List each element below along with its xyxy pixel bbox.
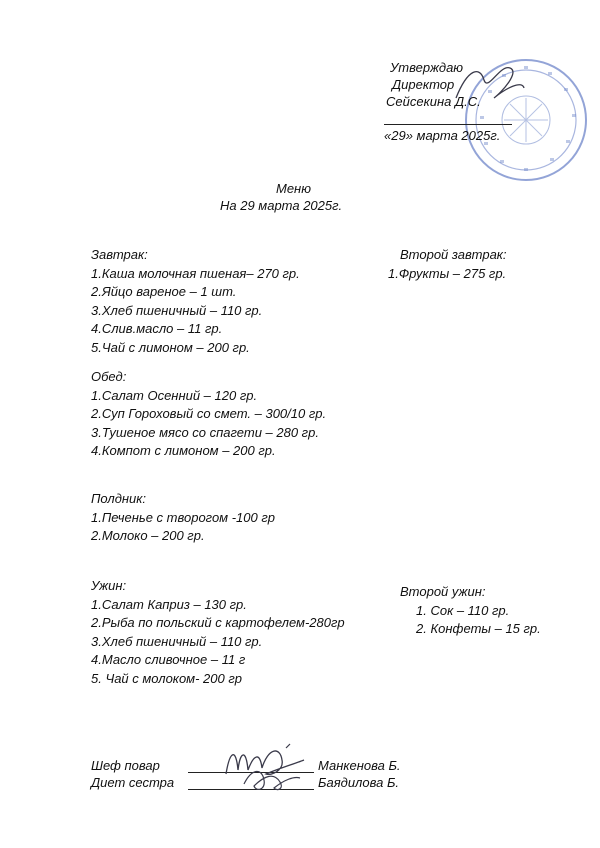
list-item: 2.Рыба по польский с картофелем-280гр (91, 615, 345, 630)
list-item: 5.Чай с лимоном – 200 гр. (91, 339, 250, 355)
list-item: 1.Каша молочная пшеная– 270 гр. (91, 265, 300, 281)
list-item: 3.Тушеное мясо со спагети – 280 гр. (91, 424, 319, 440)
section-label-breakfast: Завтрак: (91, 247, 148, 262)
list-item: 5. Чай с молоком- 200 гр (91, 670, 242, 686)
list-item: 3.Хлеб пшеничный – 110 гр. (91, 633, 263, 649)
section-label-snack: Полдник: (91, 491, 147, 506)
approval-position: Директор (392, 77, 455, 92)
list-item: 2.Молоко – 200 гр. (91, 528, 205, 543)
approval-block (384, 59, 481, 110)
list-item: 2. Конфеты – 15 гр. (416, 621, 541, 636)
section-label-lunch: Обед: (91, 369, 127, 384)
list-item: 4.Компот с лимоном – 200 гр. (91, 443, 276, 458)
list-item: 4.Слив.масло – 11 гр. (91, 321, 223, 336)
lunch-section (91, 368, 326, 461)
signature-name-diet-nurse: Баядилова Б. (318, 775, 400, 790)
page-title: Меню (276, 181, 311, 196)
menu-date: На 29 марта 2025г. (220, 198, 343, 213)
signature-name-chef: Манкенова Б. (318, 758, 401, 773)
approval-date: «29» марта 2025г. (384, 128, 501, 143)
second-breakfast-section (388, 246, 507, 283)
list-item: 3.Хлеб пшеничный – 110 гр. (91, 302, 263, 318)
approval-signature-line (384, 124, 512, 125)
diet-nurse-signature-icon (240, 762, 304, 796)
signature-role-diet-nurse: Диет сестра (91, 775, 175, 790)
list-item: 1. Сок – 110 гр. (416, 602, 510, 618)
signature-role-chef: Шеф повар (91, 758, 160, 773)
second-dinner-section (400, 583, 541, 639)
section-label-dinner: Ужин: (91, 578, 127, 593)
approval-approve: Утверждаю (390, 60, 464, 75)
section-label-second-dinner: Второй ужин: (400, 584, 486, 599)
snack-section (91, 490, 275, 546)
list-item: 1.Фрукты – 275 гр. (388, 265, 507, 281)
approval-name: Сейсекина Д.С. (386, 94, 481, 109)
list-item: 1.Печенье с творогом -100 гр (91, 509, 275, 525)
breakfast-section (91, 246, 300, 357)
dinner-section (91, 577, 345, 688)
section-label-second-breakfast: Второй завтрак: (400, 247, 507, 262)
list-item: 2.Суп Гороховый со смет. – 300/10 гр. (91, 406, 327, 421)
list-item: 4.Масло сливочное – 11 г (91, 652, 246, 667)
list-item: 1.Салат Каприз – 130 гр. (91, 596, 247, 612)
list-item: 2.Яйцо вареное – 1 шт. (91, 284, 237, 299)
list-item: 1.Салат Осенний – 120 гр. (91, 387, 258, 403)
